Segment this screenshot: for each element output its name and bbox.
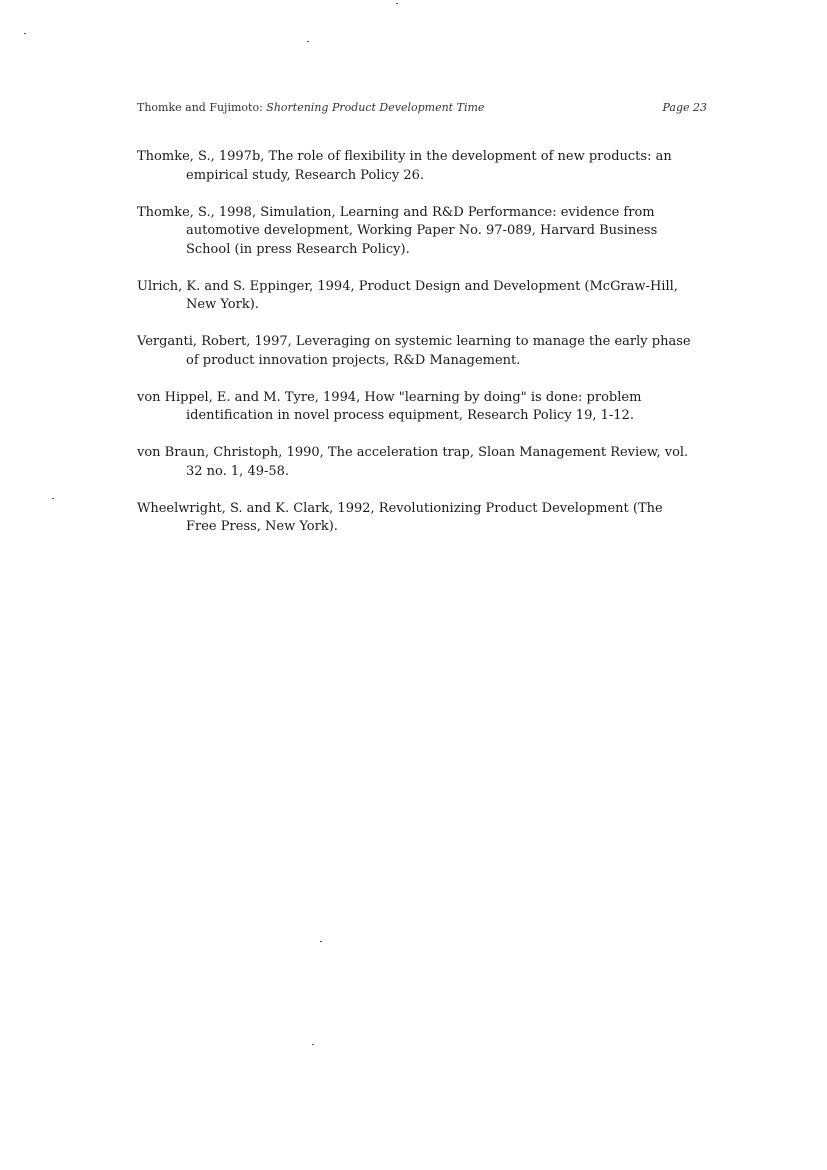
scan-speck (52, 498, 54, 499)
reference-entry: von Braun, Christoph, 1990, The acceleration trap, Sloan Management Review, vol. 32 no. 1, 49-58. (137, 445, 689, 479)
reference-entry: von Hippel, E. and M. Tyre, 1994, How "learning by doing" is done: problem identification in novel process equipment, Research Policy 19, 1-12. (137, 389, 642, 423)
scan-speck (320, 941, 322, 942)
reference-entry: Ulrich, K. and S. Eppinger, 1994, Product Design and Development (McGraw-Hill, New York). (137, 278, 678, 312)
reference-entry: Thomke, S., 1997b, The role of flexibility in the development of new products: an empirical study, Research Policy 26. (137, 149, 672, 183)
header-separator: : (259, 101, 267, 114)
scan-speck (307, 41, 309, 42)
reference-entry: Wheelwright, S. and K. Clark, 1992, Revolutionizing Product Development (The Free Press, New York). (137, 500, 663, 534)
header-short-title: Shortening Product Development Time (266, 101, 485, 114)
running-header (137, 101, 707, 119)
scan-speck (24, 33, 26, 34)
header-authors: Thomke and Fujimoto (137, 101, 260, 114)
reference-entry: Thomke, S., 1998, Simulation, Learning and R&D Performance: evidence from automotive development, Working Paper No. 97-089, Harvard Business School (in press Research Policy). (137, 204, 658, 257)
scan-speck (396, 3, 398, 4)
reference-entry: Verganti, Robert, 1997, Leveraging on systemic learning to manage the early phase of product innovation projects, R&D Management. (137, 334, 691, 368)
reference-list (137, 148, 697, 555)
page-number: Page 23 (662, 101, 707, 114)
header-title (137, 101, 484, 114)
scan-speck (312, 1044, 314, 1045)
